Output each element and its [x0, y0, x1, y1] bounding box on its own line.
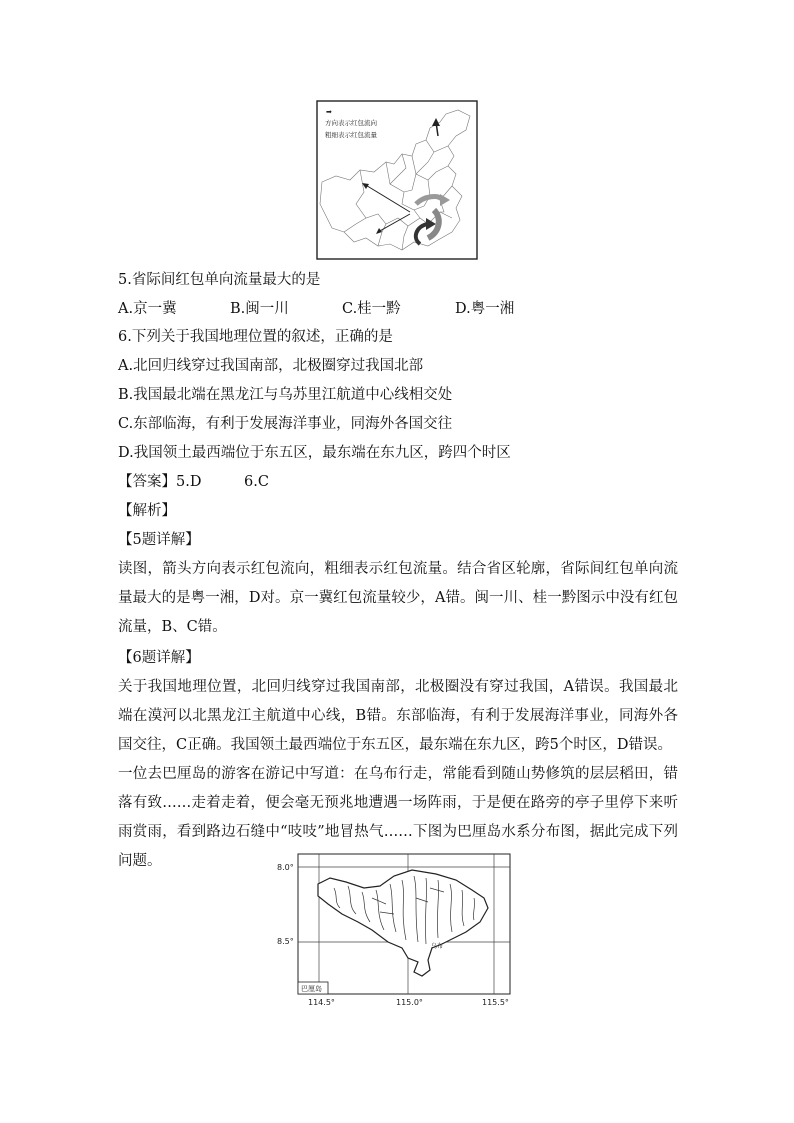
q6-option-d: D.我国领土最西端位于东五区，最东端在东九区，跨四个时区: [118, 445, 511, 461]
analysis-label: 【解析】: [118, 503, 176, 519]
legend-line-2: 粗细表示红包流量: [325, 131, 377, 139]
lat-8-0-label: 8.0°: [277, 863, 294, 872]
bali-river-map: [268, 852, 518, 1007]
bali-intro-text: 一位去巴厘岛的游客在游记中写道：在乌布行走，常能看到随山势修筑的层层稻田，错落有致……走着走着，便会毫无预兆地遭遇一场阵雨，于是便在路旁的亭子里停下来听雨赏雨，看到路边石缝中“吱吱”地冒热气……下图为巴厘岛水系分布图，据此完成下列问题。: [118, 766, 678, 869]
q5-option-c: C.桂一黔: [342, 301, 401, 317]
legend-line-1: 方向表示红包流向: [325, 119, 377, 127]
red-packet-flow-map: [316, 100, 478, 260]
q5-stem: 5.省际间红包单向流量最大的是: [118, 272, 321, 288]
lat-8-5-label: 8.5°: [277, 937, 294, 946]
answer-5: 5.D: [176, 474, 202, 490]
detail6-text: 关于我国地理位置，北回归线穿过我国南部，北极圈没有穿过我国，A错误。我国最北端在漠河以北黑龙江主航道中心线，B错。东部临海，有利于发展海洋事业，同海外各国交往，C正确。我国领土最西端位于东五区，最东端在东九区，跨5个时区，D错误。: [118, 679, 678, 753]
map-title: 巴厘岛: [301, 985, 322, 993]
answer-label: 【答案】: [118, 474, 176, 490]
q6-option-c: C.东部临海，有利于发展海洋事业，同海外各国交往: [118, 416, 453, 432]
lon-115-5-label: 115.5°: [482, 998, 509, 1007]
answer-line: [118, 472, 418, 492]
lon-115-0-label: 115.0°: [396, 998, 423, 1007]
q5-option-d: D.粤一湘: [455, 301, 515, 317]
detail5-text: 读图，箭头方向表示红包流向，粗细表示红包流量。结合省区轮廓，省际间红包单向流量最大的是粤一湘，D对。京一冀红包流量较少，A错。闽一川、桂一黔图示中没有红包流量，B、C错。: [118, 561, 678, 635]
detail6-heading: 【6题详解】: [118, 650, 200, 666]
q6-option-a: A.北回归线穿过我国南部，北极圈穿过我国北部: [118, 358, 424, 374]
q5-options: [118, 299, 678, 319]
lon-114-5-label: 114.5°: [308, 998, 335, 1007]
q5-option-b: B.闽一川: [230, 301, 289, 317]
q6-option-b: B.我国最北端在黑龙江与乌苏里江航道中心线相交处: [118, 387, 453, 403]
q6-stem: 6.下列关于我国地理位置的叙述，正确的是: [118, 329, 393, 345]
q5-option-a: A.京一冀: [118, 301, 177, 317]
detail5-heading: 【5题详解】: [118, 532, 200, 548]
svg-text:➡: ➡: [326, 108, 332, 116]
answer-6: 6.C: [244, 474, 269, 490]
ubud-label: 乌布: [431, 943, 444, 950]
